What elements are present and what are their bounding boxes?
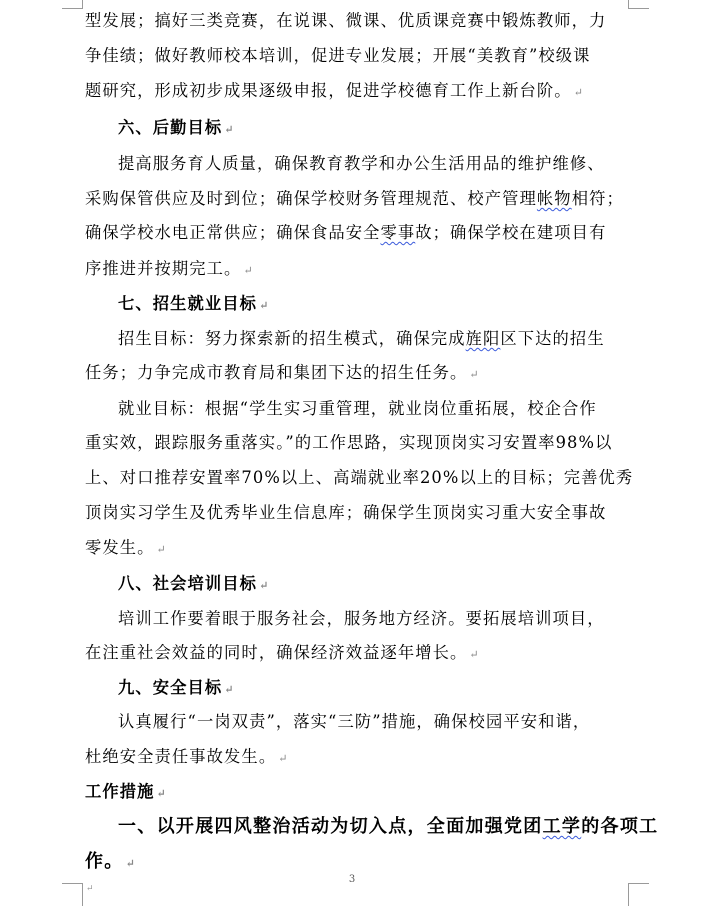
body-line xyxy=(85,746,633,770)
body-line xyxy=(118,608,666,632)
crop-mark-top-left xyxy=(62,0,83,9)
body-line xyxy=(118,711,666,735)
body-line xyxy=(85,502,633,526)
heading-line xyxy=(118,117,666,141)
line-text: 上、对口推荐安置率70%以上、高端就业率20%以上的目标；完善优秀 xyxy=(85,468,634,487)
body-line xyxy=(85,80,633,104)
crop-mark-top-right xyxy=(628,0,649,9)
line-text: 七、招生就业目标 xyxy=(118,294,258,313)
heading-line xyxy=(118,677,666,701)
paragraph-mark-icon: ↵ xyxy=(278,752,288,765)
heading-line xyxy=(118,293,666,317)
paragraph-mark-icon: ↵ xyxy=(469,368,479,381)
line-text: 在注重社会效益的同时，确保经济效益逐年增长。 xyxy=(85,643,468,662)
paragraph-mark-icon: ↵ xyxy=(259,299,269,312)
heading-line xyxy=(118,573,666,597)
body-line xyxy=(85,222,633,246)
paragraph-mark-icon: ↵ xyxy=(573,86,583,99)
body-line xyxy=(85,467,633,491)
body-line xyxy=(85,188,633,212)
line-text: 就业目标：根据“学生实习重管理，就业岗位重拓展，校企合作 xyxy=(118,399,597,418)
body-line xyxy=(85,362,633,386)
paragraph-mark-icon: ↵ xyxy=(156,543,166,556)
body-line xyxy=(85,258,633,282)
line-text: 采购保管供应及时到位；确保学校财务管理规范、校产管理帐物相符； xyxy=(85,189,624,208)
line-text: 工作措施 xyxy=(85,782,155,801)
body-line xyxy=(85,537,633,561)
paragraph-mark-icon: ↵ xyxy=(243,264,253,277)
line-text: 争佳绩；做好教师校本培训，促进专业发展；开展“美教育”校级课 xyxy=(85,46,591,65)
proofing-underline: 帐物 xyxy=(536,189,572,208)
paragraph-mark-icon: ↵ xyxy=(224,683,234,696)
paragraph-mark-icon: ↵ xyxy=(125,857,135,870)
line-text: 招生目标：努力探索新的招生模式，确保完成旌阳区下达的招生 xyxy=(118,329,605,348)
line-text: 型发展；搞好三类竞赛，在说课、微课、优质课竞赛中锻炼教师，力 xyxy=(85,11,607,30)
section-title-line xyxy=(85,851,633,875)
body-line xyxy=(85,432,633,456)
line-text: 杜绝安全责任事故发生。 xyxy=(85,747,277,766)
body-line xyxy=(85,642,633,666)
proofing-underline: 零事 xyxy=(380,223,416,242)
line-text: 八、社会培训目标 xyxy=(118,574,258,593)
line-text: 作。 xyxy=(85,851,124,872)
line-text: 一、以开展四风整治活动为切入点，全面加强党团工学的各项工 xyxy=(118,816,659,837)
proofing-underline: 旌阳 xyxy=(465,329,501,348)
proofing-underline: 工学 xyxy=(542,816,582,837)
line-text: 任务；力争完成市教育局和集团下达的招生任务。 xyxy=(85,363,468,382)
line-text: 提高服务育人质量，确保教育教学和办公生活用品的维护维修、 xyxy=(118,154,605,173)
section-title-line xyxy=(118,816,666,840)
crop-mark-bottom-left xyxy=(62,883,83,906)
line-text: 培训工作要着眼于服务社会，服务地方经济。要拓展培训项目， xyxy=(118,609,605,628)
line-text: 认真履行“一岗双责”，落实“三防”措施，确保校园平安和谐， xyxy=(118,712,591,731)
line-text: 重实效，跟踪服务重落实。”的工作思路，实现顶岗实习安置率98%以 xyxy=(85,433,613,452)
line-text: 题研究，形成初步成果逐级申报，促进学校德育工作上新台阶。 xyxy=(85,81,572,100)
crop-mark-bottom-right xyxy=(628,883,649,906)
paragraph-mark-icon: ↵ xyxy=(469,648,479,661)
heading-line xyxy=(85,781,633,805)
paragraph-mark-icon: ↵ xyxy=(156,787,166,800)
line-text: 零发生。 xyxy=(85,538,155,557)
body-line xyxy=(118,398,666,422)
body-line xyxy=(118,153,666,177)
paragraph-mark-icon: ↵ xyxy=(259,579,269,592)
line-text: 序推进并按期完工。 xyxy=(85,259,242,278)
margin-paragraph-mark: ↵ xyxy=(86,884,94,894)
body-line xyxy=(85,10,633,34)
line-text: 确保学校水电正常供应；确保食品安全零事故；确保学校在建项目有 xyxy=(85,223,607,242)
body-line xyxy=(118,328,666,352)
line-text: 九、安全目标 xyxy=(118,678,223,697)
line-text: 顶岗实习学生及优秀毕业生信息库；确保学生顶岗实习重大安全事故 xyxy=(85,503,607,522)
page-number: 3 xyxy=(348,874,356,885)
body-line xyxy=(85,45,633,69)
line-text: 六、后勤目标 xyxy=(118,118,223,137)
paragraph-mark-icon: ↵ xyxy=(224,123,234,136)
